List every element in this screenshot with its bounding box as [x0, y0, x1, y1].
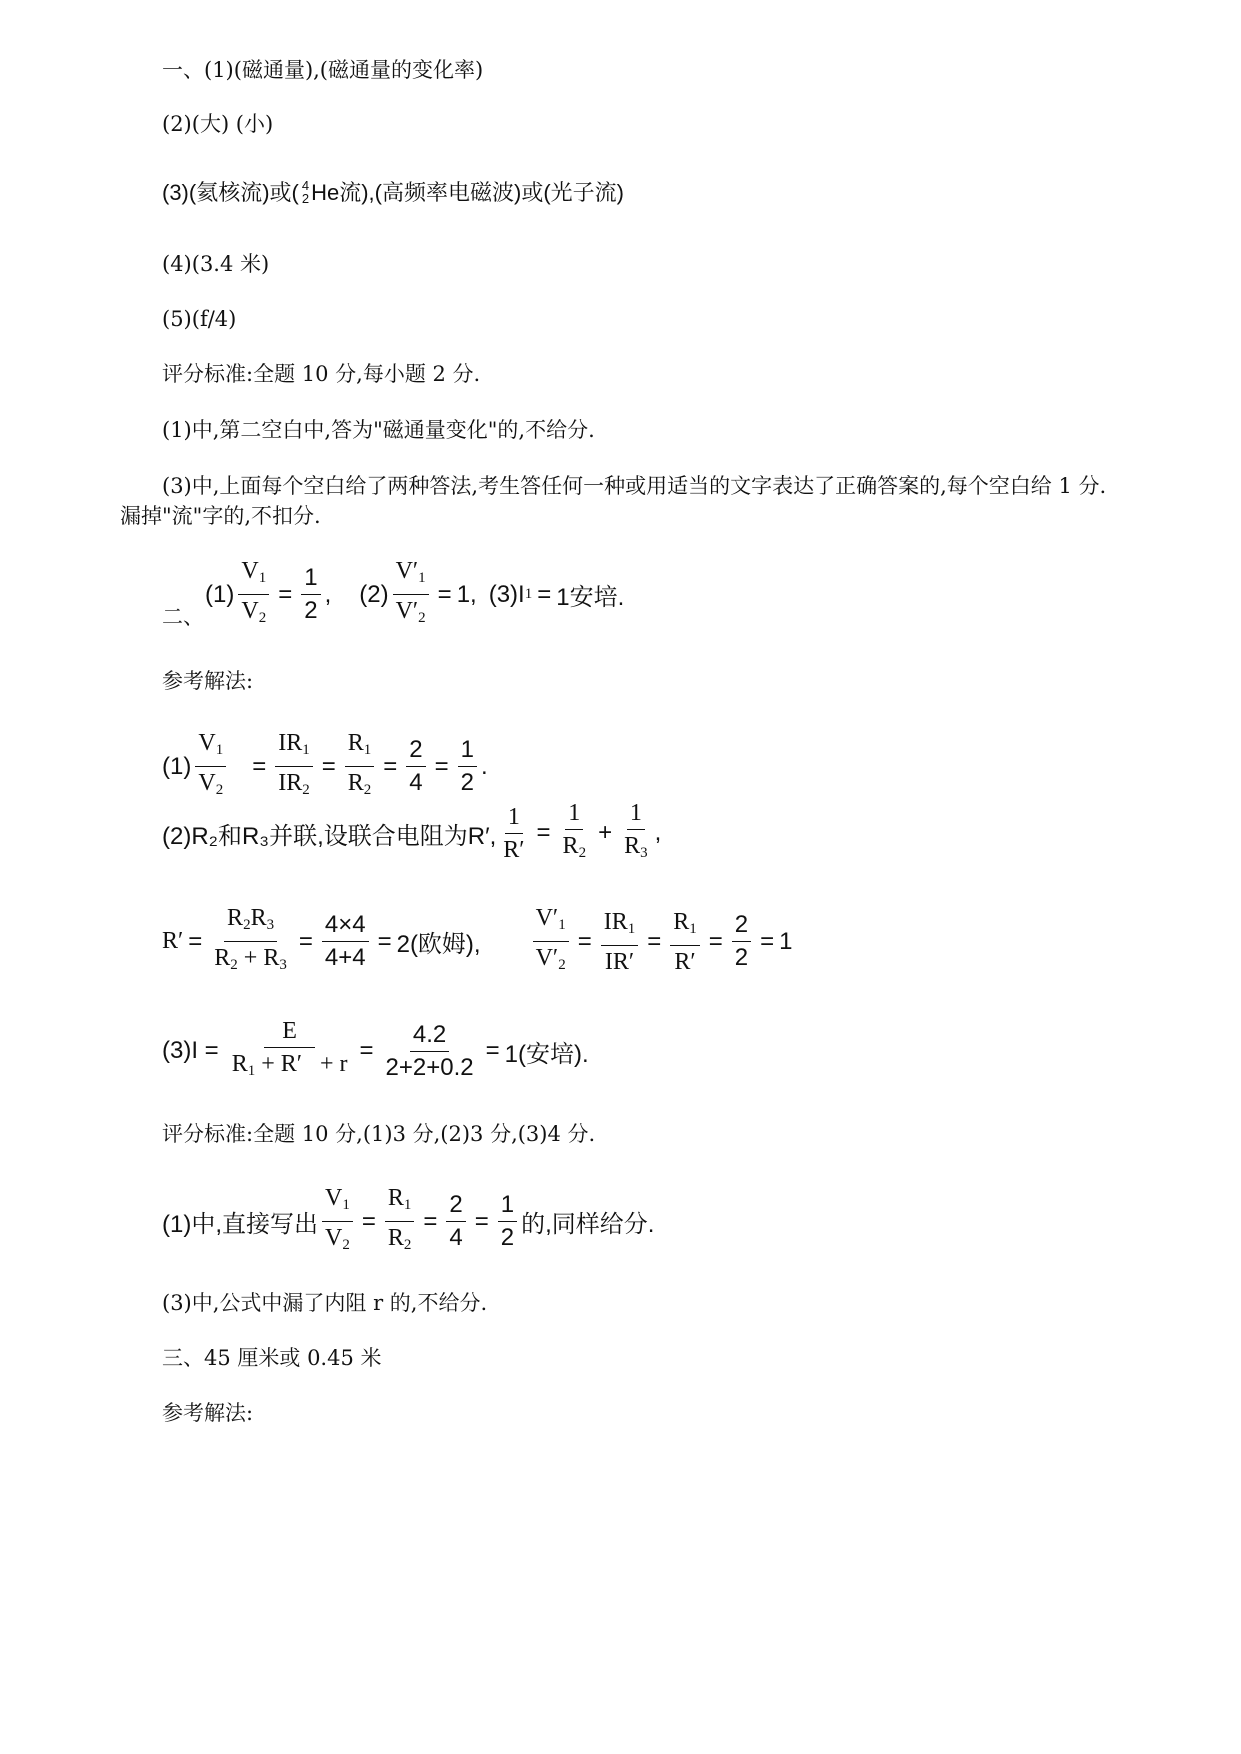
s3-ref-label: 参考解法: — [162, 1401, 254, 1425]
s2-ans-p3-val: 1安培. — [556, 584, 625, 611]
s2-ans-p2-val: 1 — [456, 580, 471, 608]
v1-over-v2: $\frac{V_1}{V_2}$ — [238, 558, 269, 631]
s1-scoring: 评分标准:全题 10 分,每小题 2 分. — [162, 362, 481, 386]
s1-note1: (1)中,第二空白中,答为"磁通量变化"的,不给分. — [162, 418, 595, 442]
s2-scoring: 评分标准:全题 10 分,(1)3 分,(2)3 分,(3)4 分. — [162, 1122, 596, 1146]
s1-line3 — [162, 176, 624, 207]
s2-answer-formula: (1) $\frac{V_1}{V_2}$ = $\frac{1}{2}$ , (2) $\frac{V'_1}{V'_2}$ = 1 , (3)I 1 = 1安培. — [205, 558, 624, 631]
s1-line1: 一、(1)(磁通量),(磁通量的变化率) — [162, 58, 484, 82]
s2-step3-result: 1(安培). — [504, 1040, 589, 1068]
s2-step1: (1) $\frac{V_1}{V_2}$ = $\frac{IR_1}{IR_2}$ = $\frac{R_1}{R_2}$ = $\frac{2}{4}$ = $\frac{1}{2}$ . — [162, 730, 488, 798]
s1-note2: (3)中,上面每个空白给了两种答法,考生答任何一种或用适当的文字表达了正确答案的,每个空白给 1 分.漏掉"流"字的,不扣分. — [120, 474, 1107, 528]
s2-step2-text: (2)R₂和R₃并联,设联合电阻为R′, — [162, 822, 497, 850]
s1-line5: (5)(f/4) — [162, 307, 237, 331]
s2-step2: (2)R₂和R₃并联,设联合电阻为R′, $\frac{1}{R'}$ = $\frac{1}{R_2}$ + $\frac{1}{R_3}$ , — [162, 800, 662, 863]
s2-note1: (1)中,直接写出 $\frac{V_1}{V_2}$ = $\frac{R_1}{R_2}$ = $\frac{2}{4}$ = $\frac{1}{2}$ 的,同样给分. — [162, 1185, 655, 1253]
s2-note1-post: 的,同样给分. — [521, 1211, 655, 1238]
s2-step2b: R′ = $\frac{R_2R_3}{R_2 + R_3}$ = $\frac{4\times 4}{4+4}$ = 2(欧姆), $\frac{V'_1}{V'_2}$ = $\frac{IR_1}{IR'}$ = $\frac{R_1}{R'}$ = $\frac{2}{2}$ = 1 — [162, 905, 793, 975]
v1p-over-v2p: $\frac{V'_1}{V'_2}$ — [393, 558, 429, 631]
s2-step2b-result: 2(欧姆), — [396, 931, 481, 958]
s2-note2: (3)中,公式中漏了内阻 r 的,不给分. — [162, 1291, 488, 1315]
s2-ref-label: 参考解法: — [162, 669, 254, 693]
s2-note1-pre: (1)中,直接写出 — [162, 1211, 318, 1238]
s2-ans-p2: (2) — [359, 580, 389, 608]
helium-isotope-notation — [302, 179, 309, 205]
s2-step3-prefix: (3)I = — [162, 1037, 219, 1064]
s2-ans-p1-frac: $\frac{1}{2}$ — [301, 565, 320, 624]
s1-line2: (2)(大) (小) — [162, 112, 274, 136]
s2-label: 二、 — [162, 605, 204, 629]
s3-line1: 三、45 厘米或 0.45 米 — [162, 1346, 382, 1370]
s2-ans-p3: (3)I — [488, 580, 525, 608]
s1-line3-post: He流),(高频率电磁波)或(光子流) — [311, 180, 624, 205]
s1-line3-pre: (3)(氦核流)或( — [162, 180, 299, 205]
s2-step3: (3)I = $\frac{E}{R_1 + R' + r}$ = $\frac{4.2}{2+2+0.2}$ = 1(安培). — [162, 1018, 589, 1081]
isotope-atomic: 2 — [301, 190, 310, 206]
s1-line4: (4)(3.4 米) — [162, 252, 270, 276]
isotope-mass: 4 — [301, 177, 310, 193]
s2-step1-prefix: (1) — [162, 752, 192, 780]
s2-ans-p1: (1) — [205, 580, 235, 608]
